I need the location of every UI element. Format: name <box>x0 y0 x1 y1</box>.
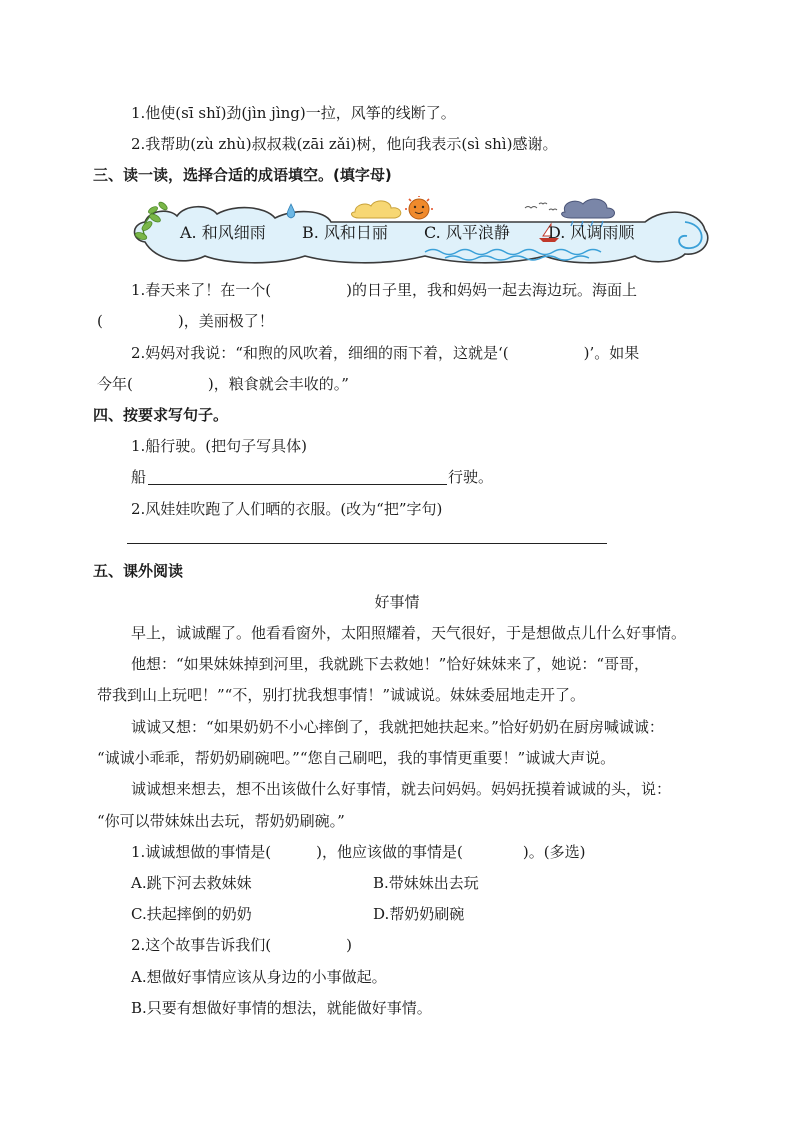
section-4-heading: 四、按要求写句子。 <box>93 406 229 424</box>
section-3-heading: 三、读一读，选择合适的成语填空。(填字母) <box>93 166 392 184</box>
answer-blank-line-1[interactable] <box>148 484 447 485</box>
story-paragraph-2-line-1: 他想：“如果妹妹掉到河里，我就跳下去救她！”恰好妹妹来了，她说：“哥哥， <box>131 655 650 673</box>
sunny-cloud-icon <box>352 201 401 218</box>
birds-icon <box>525 203 557 210</box>
story-paragraph-1: 早上，诚诚醒了。他看看窗外，太阳照耀着，天气很好，于是想做点儿什么好事情。 <box>131 624 687 642</box>
reading-question-2: 2.这个故事告诉我们( ) <box>131 936 353 954</box>
section-5-heading: 五、课外阅读 <box>93 562 184 580</box>
sentence-question-1: 1.船行驶。(把句子写具体) <box>131 437 308 455</box>
idiom-question-1-line-1: 1.春天来了！在一个( )的日子里，我和妈妈一起去海边玩。海面上 <box>131 281 638 299</box>
reading-question-2-option-b: B.只要有想做好事情的想法，就能做好事情。 <box>131 999 432 1017</box>
story-paragraph-2-line-2: 带我到山上玩吧！”“不，别打扰我想事情！”诚诚说。妹妹委屈地走开了。 <box>97 686 586 704</box>
reading-question-1-option-b: B.带妹妹出去玩 <box>373 874 479 892</box>
reading-question-1-option-a: A.跳下河去救妹妹 <box>131 874 252 892</box>
reading-question-1: 1.诚诚想做的事情是( )，他应该做的事情是( )。(多选) <box>131 843 586 861</box>
idiom-option-b: B. 风和日丽 <box>302 223 388 242</box>
idiom-question-2-line-2: 今年( )，粮食就会丰收的。” <box>97 375 349 393</box>
pinyin-question-1: 1.他使(sī shǐ)劲(jìn jìng)一拉，风筝的线断了。 <box>131 104 456 122</box>
story-paragraph-3-line-1: 诚诚又想：“如果奶奶不小心摔倒了，我就把她扶起来。”恰好奶奶在厨房喊诚诚： <box>131 718 664 736</box>
sentence-answer-suffix: 行驶。 <box>448 468 494 486</box>
idiom-question-1-line-2: ( )，美丽极了！ <box>97 312 274 330</box>
idiom-option-d: D. 风调雨顺 <box>548 223 635 242</box>
idiom-question-2-line-1: 2.妈妈对我说：“和煦的风吹着，细细的雨下着，这就是‘( )’。如果 <box>131 344 640 362</box>
answer-blank-line-2[interactable] <box>127 543 607 544</box>
reading-question-1-option-d: D.帮奶奶刷碗 <box>373 905 465 923</box>
sentence-question-2: 2.风娃娃吹跑了人们晒的衣服。(改为“把”字句) <box>131 500 443 518</box>
raindrop-icon <box>287 204 295 218</box>
pinyin-question-2: 2.我帮助(zù zhù)叔叔栽(zāi zǎi)树，他向我表示(sì shì)感谢。 <box>131 135 558 153</box>
reading-question-1-option-c: C.扶起摔倒的奶奶 <box>131 905 252 923</box>
story-paragraph-3-line-2: “诚诚小乖乖，帮奶奶刷碗吧。”“您自己刷吧，我的事情更重要！”诚诚大声说。 <box>97 749 616 767</box>
story-title: 好事情 <box>374 593 420 611</box>
story-paragraph-4-line-1: 诚诚想来想去，想不出该做什么好事情，就去问妈妈。妈妈抚摸着诚诚的头，说： <box>131 780 672 798</box>
idiom-option-c: C. 风平浪静 <box>424 223 510 242</box>
idiom-option-a: A. 和风细雨 <box>180 223 266 242</box>
sun-icon <box>405 196 433 219</box>
reading-question-2-option-a: A.想做好事情应该从身边的小事做起。 <box>131 968 387 986</box>
sentence-answer-prefix: 船 <box>131 468 147 486</box>
story-paragraph-4-line-2: “你可以带妹妹出去玩，帮奶奶刷碗。” <box>97 812 345 830</box>
